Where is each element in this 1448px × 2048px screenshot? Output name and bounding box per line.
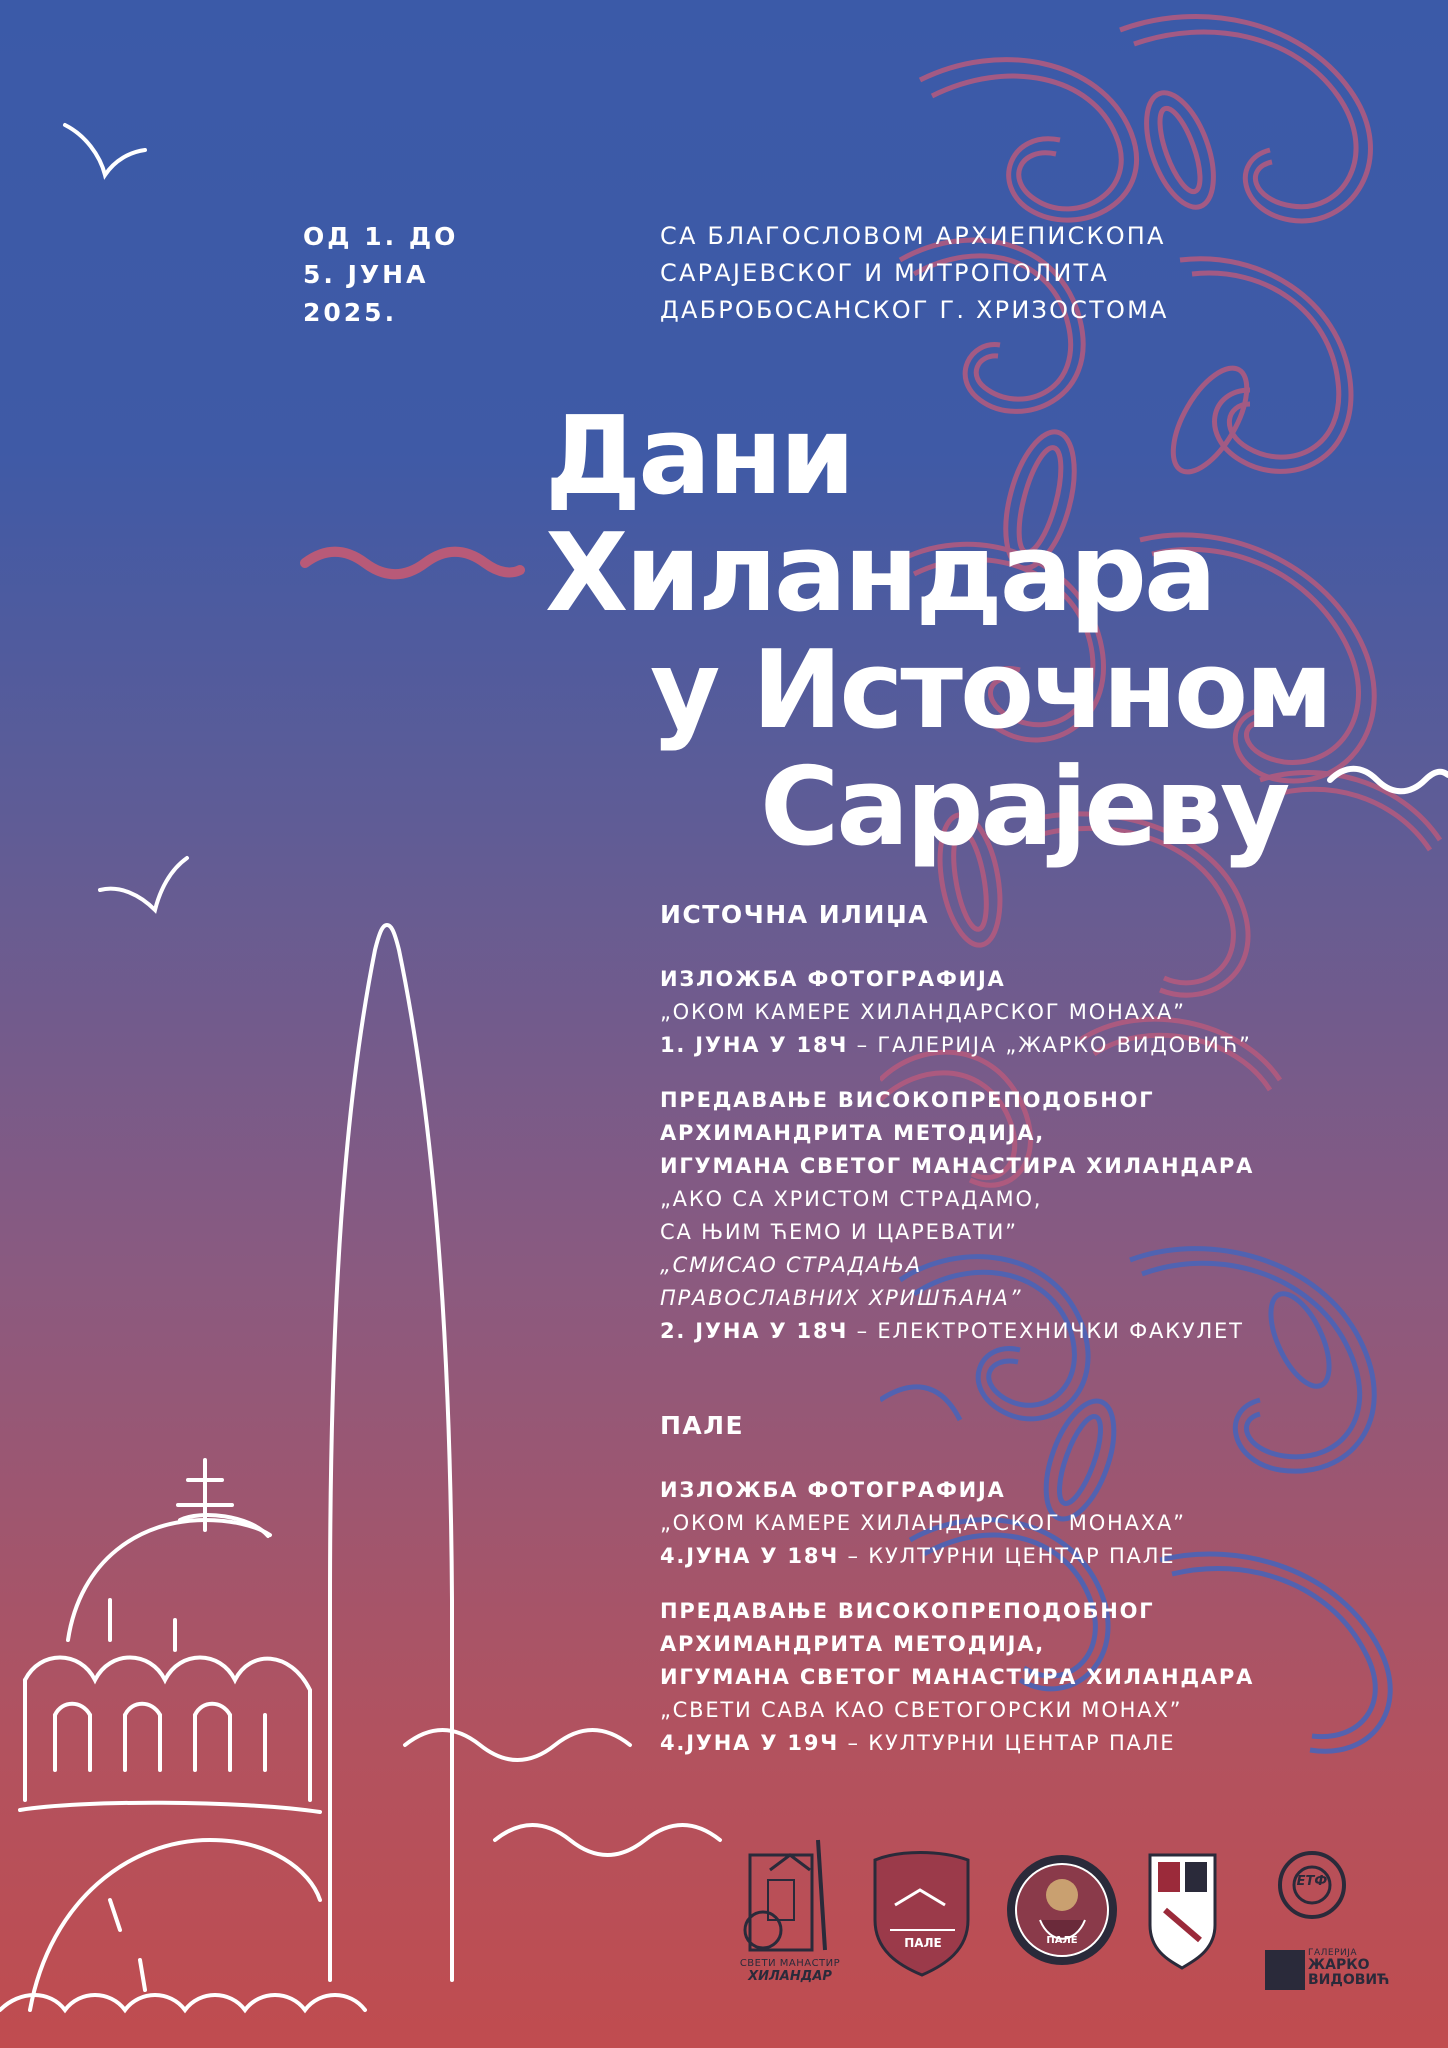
event-where: – КУЛТУРНИ ЦЕНТАР ПАЛЕ xyxy=(839,1731,1176,1755)
blessing-line: САРАЈЕВСКОГ И МИТРОПОЛИТА xyxy=(660,259,1110,287)
logo-pale-seal xyxy=(1007,1855,1117,1965)
event-time-place xyxy=(660,1540,1420,1573)
event-when: 4.ЈУНА У 18Ч xyxy=(660,1544,840,1568)
event-subtitle-italic: „СМИСАО СТРАДАЊА xyxy=(660,1253,923,1277)
venue-heading: ИСТОЧНА ИЛИЏА xyxy=(660,900,930,929)
event-when: 4.ЈУНА У 19Ч xyxy=(660,1731,840,1755)
blessing-line: ДАБРОБОСАНСКОГ Г. ХРИЗОСТОМА xyxy=(660,296,1169,324)
venue-heading: ПАЛЕ xyxy=(660,1411,745,1440)
blessing-text xyxy=(660,218,1169,329)
logo-etf xyxy=(1150,1855,1215,1968)
event-subtitle: „АКО СА ХРИСТОМ СТРАДАМО, xyxy=(660,1187,1043,1211)
title-line: Хиландара xyxy=(545,511,1214,636)
event-subtitle: „СВЕТИ САВА КАО СВЕТОГОРСКИ МОНАХ” xyxy=(660,1698,1183,1722)
event-heading: ИГУМАНА СВЕТОГ МАНАСТИРА ХИЛАНДАРА xyxy=(660,1665,1255,1689)
event-subtitle-italic: ПРАВОСЛАВНИХ ХРИШЋАНА” xyxy=(660,1286,1023,1310)
event-heading: ИГУМАНА СВЕТОГ МАНАСТИРА ХИЛАНДАРА xyxy=(660,1154,1255,1178)
wave-red xyxy=(305,552,520,575)
event-time-place xyxy=(660,1727,1420,1760)
logo-big-text: ХИЛАНДАР xyxy=(748,1969,832,1984)
date-line: 5. ЈУНА xyxy=(303,260,429,289)
event-heading: ПРЕДАВАЊЕ ВИСОКОПРЕПОДОБНОГ xyxy=(660,1088,1155,1112)
dome-outline xyxy=(68,1520,270,1640)
event-where: – ГАЛЕРИЈА „ЖАРКО ВИДОВИЋ” xyxy=(848,1033,1252,1057)
logo-hilandar xyxy=(745,1840,825,1950)
event-time-place xyxy=(660,1315,1420,1348)
event-heading: ИЗЛОЖБА ФОТОГРАФИЈА xyxy=(660,1478,1006,1502)
event-item xyxy=(660,1595,1420,1760)
event-item xyxy=(660,1084,1420,1348)
bird-icon xyxy=(65,125,145,175)
logo-big-text: ЖАРКО xyxy=(1308,1957,1370,1973)
event-time-place xyxy=(660,1029,1420,1062)
event-dates xyxy=(303,218,458,332)
event-when: 1. ЈУНА У 18Ч xyxy=(660,1033,849,1057)
wave-white-title xyxy=(1330,769,1448,792)
tower-outline xyxy=(330,925,452,1980)
event-where: – ЕЛЕКТРОТЕХНИЧКИ ФАКУЛЕТ xyxy=(848,1319,1244,1343)
event-heading: АРХИМАНДРИТА МЕТОДИЈА, xyxy=(660,1632,1046,1656)
date-line: ОД 1. ДО xyxy=(303,222,459,251)
event-heading: АРХИМАНДРИТА МЕТОДИЈА, xyxy=(660,1121,1046,1145)
logo-pale-seal-caption: ПАЛЕ xyxy=(1046,1935,1078,1946)
event-heading: ПРЕДАВАЊЕ ВИСОКОПРЕПОДОБНОГ xyxy=(660,1599,1155,1623)
title-line: Сарајеву xyxy=(760,745,1288,870)
logo-gallery-caption xyxy=(1308,1948,1418,1988)
poster-title xyxy=(545,394,1331,870)
event-when: 2. ЈУНА У 18Ч xyxy=(660,1319,849,1343)
blessing-line: СА БЛАГОСЛОВОМ АРХИЕПИСКОПА xyxy=(660,222,1166,250)
date-line: 2025. xyxy=(303,298,398,327)
logo-small-text: СВЕТИ МАНАСТИР xyxy=(739,1958,841,1969)
title-line: у Источном xyxy=(650,628,1331,753)
logo-etf-caption: ЕТФ xyxy=(1296,1874,1328,1889)
logo-pale-shield-caption: ПАЛЕ xyxy=(904,1936,942,1950)
event-item xyxy=(660,963,1420,1062)
event-heading: ИЗЛОЖБА ФОТОГРАФИЈА xyxy=(660,967,1006,991)
title-line: Дани xyxy=(545,394,853,519)
logo-small-text: ГАЛЕРИЈА xyxy=(1308,1948,1358,1958)
wave-white xyxy=(495,1825,720,1855)
event-subtitle: „ОКОМ КАМЕРЕ ХИЛАНДАРСКОГ МОНАХА” xyxy=(660,1511,1186,1535)
event-subtitle: СА ЊИМ ЋЕМО И ЦАРЕВАТИ” xyxy=(660,1220,1018,1244)
bird-icon xyxy=(100,858,187,910)
program xyxy=(660,895,1420,1782)
event-item xyxy=(660,1474,1420,1573)
event-subtitle: „ОКОМ КАМЕРЕ ХИЛАНДАРСКОГ МОНАХА” xyxy=(660,1000,1186,1024)
event-where: – КУЛТУРНИ ЦЕНТАР ПАЛЕ xyxy=(839,1544,1176,1568)
logo-big-text: ВИДОВИЋ xyxy=(1308,1972,1390,1988)
logo-hilandar-caption xyxy=(735,1958,845,1984)
logo-pale-shield xyxy=(875,1853,968,1976)
wave-white xyxy=(405,1730,630,1760)
